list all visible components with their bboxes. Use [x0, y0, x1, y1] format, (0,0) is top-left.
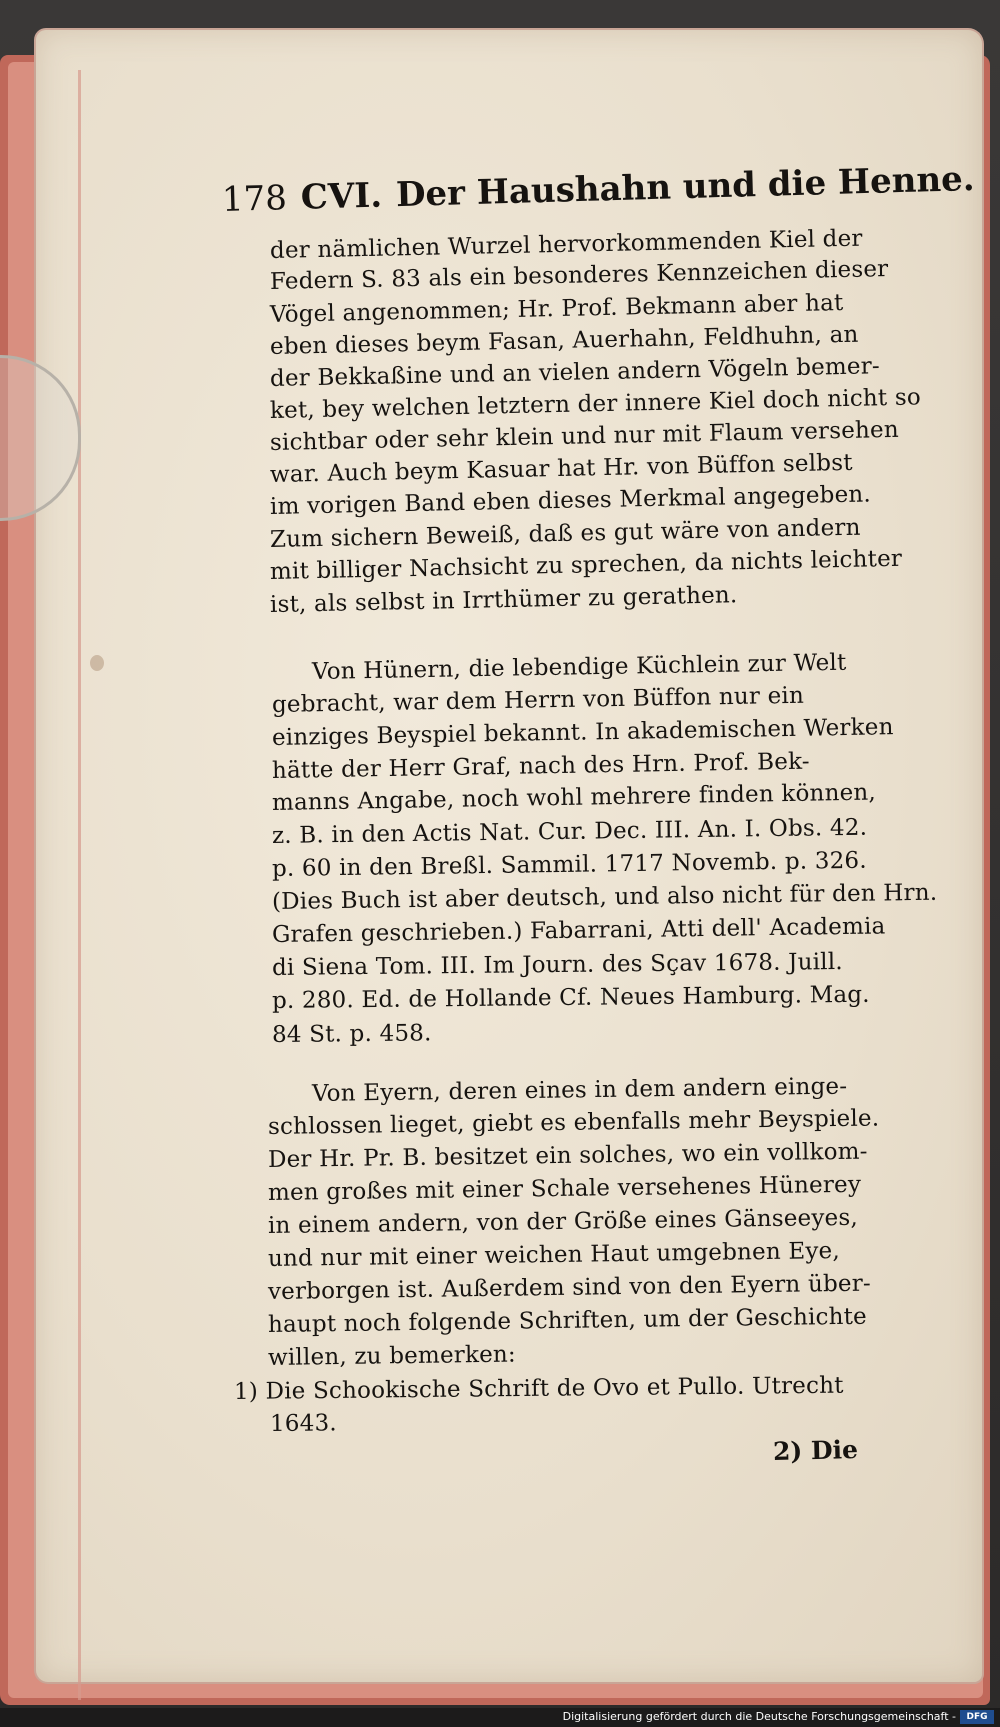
text-line: Vögel angenommen; Hr. Prof. Bekmann aber hat	[269, 289, 844, 328]
text-line: manns Angabe, noch wohl mehrere finden können,	[271, 779, 877, 816]
page-number: 178	[221, 178, 288, 220]
text-line: Federn S. 83 als ein besonderes Kennzeichen dieser	[269, 256, 889, 295]
catchword: 2) Die	[772, 1434, 859, 1467]
text-line: willen, zu bemerken:	[267, 1341, 517, 1371]
text-line: z. B. in den Actis Nat. Cur. Dec. III. An. I. Obs. 42.	[271, 814, 868, 849]
text-line: p. 60 in den Breßl. Sammil. 1717 Novemb. p. 326.	[271, 847, 867, 882]
text-line: (Dies Buch ist aber deutsch, und also nicht für den Hrn.	[271, 879, 938, 915]
text-line: Grafen geschrieben.) Fabarrani, Atti dell' Academia	[271, 913, 886, 948]
text-line: p. 280. Ed. de Hollande Cf. Neues Hamburg. Mag.	[271, 981, 870, 1014]
running-header	[221, 158, 976, 220]
text-line: im vorigen Band eben dieses Merkmal angegeben.	[269, 481, 872, 520]
text-line: Zum sichern Beweiß, daß es gut wäre von andern	[269, 514, 861, 553]
dfg-logo[interactable]: DFG	[960, 1710, 994, 1724]
text-line: di Siena Tom. III. Im Journ. des Sçav 1678. Juill.	[271, 949, 843, 981]
text-line: und nur mit einer weichen Haut umgebnen Eye,	[267, 1238, 841, 1272]
text-line: mit billiger Nachsicht zu sprechen, da nichts leichter	[269, 545, 903, 585]
text-line: 1) Die Schookische Schrift de Ovo et Pullo. Utrecht	[233, 1372, 844, 1405]
text-line: men großes mit einer Schale versehenes Hünerey	[267, 1171, 862, 1206]
digitization-credit: Digitalisierung gefördert durch die Deutsche Forschungsgemeinschaft -	[562, 1710, 956, 1723]
text-line: hätte der Herr Graf, nach des Hrn. Prof. Bek-	[271, 748, 811, 784]
text-line: in einem andern, von der Größe eines Gänseeyes,	[267, 1204, 859, 1239]
text-line: ket, bey welchen letztern der innere Kiel doch nicht so	[269, 384, 922, 424]
text-line: schlossen lieget, giebt es ebenfalls mehr Beyspiele.	[267, 1105, 880, 1140]
text-line: 84 St. p. 458.	[271, 1020, 432, 1048]
text-line: sichtbar oder sehr klein und nur mit Flaum versehen	[269, 416, 900, 456]
text-line: der Bekkaßine und an vielen andern Vögeln bemer-	[269, 353, 881, 392]
text-line: war. Auch beym Kasuar hat Hr. von Büffon selbst	[269, 449, 853, 488]
text-line: Von Hünern, die lebendige Küchlein zur Welt	[311, 649, 847, 685]
chapter-number: CVI.	[300, 175, 383, 218]
text-line: einziges Beyspiel bekannt. In akademischen Werken	[271, 714, 894, 751]
text-line: eben dieses beym Fasan, Auerhahn, Feldhuhn, an	[269, 321, 859, 360]
chapter-title: Der Haushahn und die Henne.	[395, 158, 976, 216]
text-line: Von Eyern, deren eines in dem andern einge-	[311, 1073, 848, 1107]
text-line: haupt noch folgende Schriften, um der Geschichte	[267, 1303, 868, 1338]
text-line: 1643.	[269, 1410, 337, 1437]
text-line: ist, als selbst in Irrthümer zu gerathen.	[269, 582, 738, 618]
text-line: Der Hr. Pr. B. besitzet ein solches, wo ein vollkom-	[267, 1138, 868, 1173]
text-line: verborgen ist. Außerdem sind von den Eyern über-	[267, 1270, 872, 1305]
text-line: der nämlichen Wurzel hervorkommenden Kiel der	[269, 225, 863, 264]
text-line: gebracht, war dem Herrn von Büffon nur ein	[271, 682, 805, 718]
